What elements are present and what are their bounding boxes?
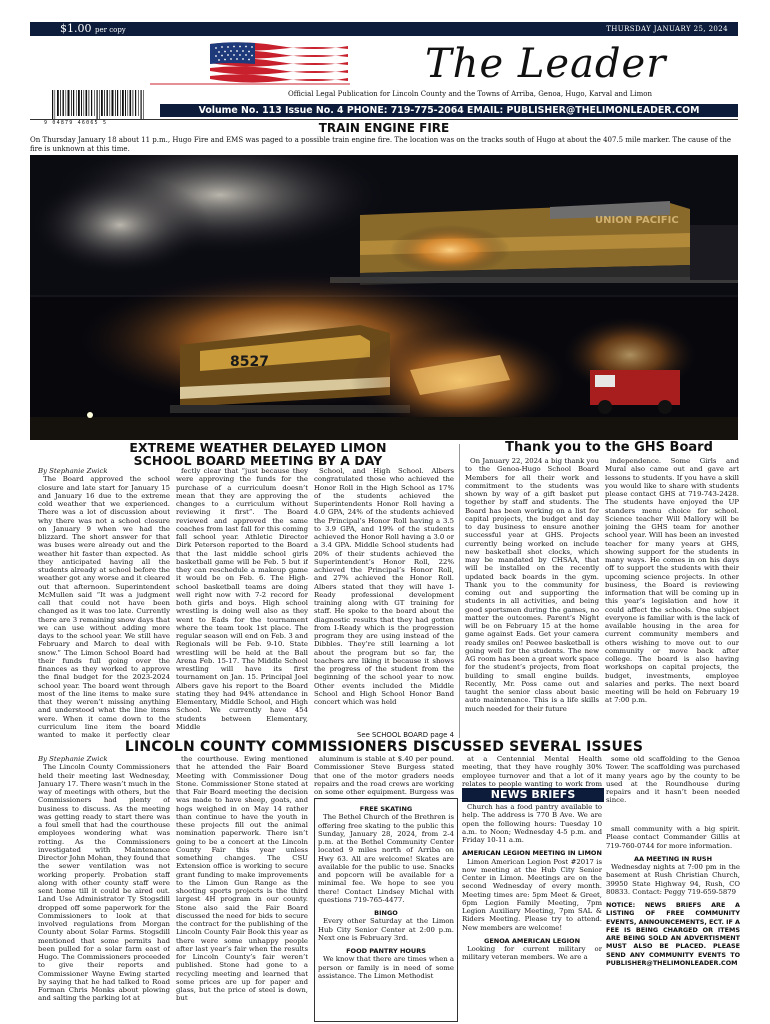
barcode-icon	[50, 90, 148, 120]
news-briefs-title: NEWS BRIEFS	[462, 788, 604, 802]
weather-headline	[38, 441, 478, 467]
commissioners-column-4	[462, 755, 602, 788]
newspaper-title: The Leader	[425, 41, 667, 87]
engine-label-upper: UNION PACIFIC	[595, 215, 679, 226]
genoa-legion-continued-text: small community with a big spirit. Please contact Commander Gillis at 719-760-0744 for more information.	[606, 825, 740, 850]
see-school-board-link[interactable]: See SCHOOL BOARD page 4	[357, 731, 454, 739]
commissioners-column-5	[606, 755, 740, 815]
weather-column-3	[314, 467, 454, 732]
commissioners-column-5-text: some old scaffolding to the Genoa Tower. The scaffolding was purchased many years ago by the county to be used at the Roundhouse during repairs and it hasn’t been needed since.	[606, 755, 740, 805]
ghs-column-2-text: independence. Some Girls and Mural also came out and gave art lessons to students. If you have a skill you would like to share with students please contact GHS at 719-743-2428. The students have enjoyed the UP standers menu choice for school. Science teacher Will Mallory will be joining the GHS team for another school year. Will has been an invested teacher for many years at GHS, showing support for the students in many ways. He comes in on his days off to support the students with their upcoming science projects. In other business, the Board is reviewing information that will be coming up in this year’s legislation and how it could affect the schools. One subject everyone is familiar with is the lack of available housing in the area for current community members and others wishing to move out to our community or move back after college. The board is also having workshops on capital projects, the budget, investments, employee salaries and perks. The next board meeting will be held on February 19 at 7:00 p.m.	[605, 457, 739, 705]
commissioners-column-3	[314, 755, 454, 797]
issue-date: THURSDAY JANUARY 25, 2024	[606, 25, 728, 33]
weather-column-3-text: School, and High School. Albers congratulated those who achieved the Honor Roll in the High School as 17% of the students achieved the Superintendents Honor Roll having a 4.0 GPA, 24% of the students achieved the Principal’s Honor Roll having a 3.5 to 3.9 GPA, and 19% of the students achieved the Honor Roll having a 3.0 or a 3.4 GPA. Middle School students had 20% of their students achieved the Superintendent’s Honor Roll, 22% achieved the Principal’s Honor Roll, and 27% achieved the Honor Roll. Albers stated that they will have I-Ready professional development training along with GT training for staff. He spoke to the board about the diagnostic results that they had gotten from I-Ready which is the progression program they are using instead of the Dibbles. They’re still learning a lot about the program but so far, the teachers are liking it because it shows the progress of the student from the beginning of the school year to now. Other events included the Middle School and High School Honor Band concert which was held	[314, 467, 454, 706]
train-fire-headline: TRAIN ENGINE FIRE	[318, 121, 450, 135]
masthead-subtitle: Official Legal Publication for Lincoln County and the Towns of Arriba, Genoa, Hugo, Karval and Limon	[287, 90, 653, 98]
engine-number-text: 8527	[230, 354, 269, 370]
american-flag-logo	[150, 40, 350, 86]
news-briefs-column-1	[462, 803, 602, 1021]
weather-headline-line-2: SCHOOL BOARD MEETING BY A DAY	[133, 453, 383, 468]
food-pantry-text: We know that there are times when a person or family is in need of some assistance. The Limon Methodist	[318, 955, 454, 980]
masthead-rule	[30, 119, 738, 120]
news-briefs-notice: NOTICE: NEWS BRIEFS ARE A LISTING OF FREE COMMUNITY EVENTS, ANNOUNCEMENTS, ECT. IF A FEE IS BEING CHARGED OR ITEMS ARE BEING SOLD AN ADVERTISMENT MUST ALSO BE PLACED. PLEASE SEND ANY COMMUNITY EVENTS TO PUBLISHER@THELIMONLEADER.COM	[606, 901, 740, 967]
food-pantry-title: FOOD PANTRY HOURS	[346, 947, 426, 955]
weather-headline-line-1: EXTREME WEATHER DELAYED LIMON	[129, 440, 387, 455]
aa-meeting-title: AA MEETING IN RUSH	[633, 854, 713, 863]
weather-column-1	[38, 467, 170, 740]
commissioners-column-2	[176, 755, 308, 1020]
events-column	[318, 800, 454, 1020]
price: $1.00 per copy	[60, 22, 126, 35]
train-fire-photo	[30, 155, 738, 440]
genoa-legion-text: Looking for current military or military veteran members. We are a	[462, 945, 602, 962]
free-skating-text: The Bethel Church of the Brethren is offering free skating to the public this Sunday, January 28, 2024, from 2-4 p.m. at the Bethel Community Center located 9 miles north of Arriba on Hwy 63. All are welcome! Skates are available for the public to use. Snacks and popcorn will be available for a minimal fee. We hope to see you there! Contact Lindsey Michal with questions 719-765-4477.	[318, 813, 454, 904]
ghs-column-2	[605, 457, 739, 739]
commissioners-column-3-text: aluminum is stable at $.40 per pound. Commissioner Steve Burgess stated that one of the motor graders needs repairs and the road crews are working on some other equipment. Burgess was	[314, 755, 454, 796]
train-fire-illustration	[30, 155, 738, 440]
bingo-title: BINGO	[374, 909, 398, 917]
commissioners-column-1-text: The Lincoln County Commissioners held their meeting last Wednesday, January 17. There wasn’t much in the way of meetings with others, but the Commissioners had plenty of business to discuss. As the meeting was getting ready to start there was a foul smell that had the courthouse employees wondering what was rotting. As the Commissioners investigated with Maintenance Director John Mohan, they found that the sewer ventilation was not working properly. Probation staff along with other county staff were sent home till it could be aired out. Land Use Administrator Ty Stogsdill dropped off some paperwork for the Commissioners to look at that involved regulations from Morgan County about Solar Farms. Stogsdill mentioned that some permits had been pulled for a solar farm east of Hugo. The Commissioners proceeded to give their reports and Commissioner Wayne Ewing started by saying that he had talked to Road Forman Chris Monks about plowing and salting the parking lot at	[38, 763, 170, 1003]
free-skating-title: FREE SKATING	[359, 805, 413, 813]
genoa-legion-title: GENOA AMERICAN LEGION	[483, 936, 581, 945]
commissioners-column-2-text: the courthouse. Ewing mentioned that he attended the Fair Board Meeting with Commissioner Doug Stone. Commissioner Stone stated at that Fair Board meeting the decision was made to have sheep, goats, and hogs weighed in on May 14 rather than continue to have the youth in these projects fill out the animal nomination paperwork. There isn’t going to be a concert at the Lincoln County Fair this year unless something changes. The CSU Extension office is working to secure grant funding to make improvements to the Limon Gun Range as the shooting sports projects is the third largest 4H program in our county. Stone also said the Fair Board discussed the need for bids to secure the contract for the publishing of the Lincoln County Fair Book this year as there were some unhappy people after last year’s fair when the results for Lincoln County’s fair weren’t published. Stone had gone to a recycling meeting and learned that some prices are up for paper and glass, but the price of steel is down, but	[176, 755, 308, 1003]
ghs-column-1-text: On January 22, 2024 a big thank you to the Genoa-Hugo School Board Members for all their work and commitment to the students was shown by way of a gift basket put together by staff and students. The Board has been working on a list for capital projects, the budget and day to day business to ensure another successful year at GHS. Projects currently being worked on include new basketball shot clocks, which may be mandated by CHSAA, that will be installed on the recently updated back boards in the gym. Thank you to the community for coming out and supporting the students in all activities, and being good sportsmen during the games, no matter the outcomes. Parent’s Night will be on February 15 at the home game against Eads. Get your camera ready smiles on! Peewee basketball is going well for the students. The new AG room has been a great work space for the student’s projects, from float building to small engine builds. Recently, Mr. Poss came out and taught the senior class about basic auto maintenance. This is a life skills much needed for their future	[465, 457, 599, 713]
commissioners-column-4-text: at a Centennial Mental Health meeting, that they have roughly 30% employee turnover and that a lot of it relates to people wanting to work from	[462, 755, 602, 788]
food-pantry-continued-text: Church has a food pantry available to help. The address is 770 B Ave. We are open the following hours: Tuesday 10 a.m. to Noon; Wednesday 4-5 p.m. and Friday 10-11 a.m.	[462, 803, 602, 844]
train-fire-lead: On Thursday January 18 about 11 p.m., Hugo Fire and EMS was paged to a possible train engine fire. The location was on the tracks south of Hugo at about the 407.5 mile marker. The cause of the fire is unknown at this time.	[30, 136, 732, 153]
ghs-column-1	[465, 457, 599, 739]
column-divider	[459, 444, 460, 738]
weather-column-2-text: fectly clear that “just because they were approving the funds for the purchase of a curriculum doesn’t mean that they are approving the changes to a curriculum without reviewing it first”. The Board reviewed and approved the same coaches from last fall for this coming fall school year. Athletic Director Dirk Peterson reported to the Board that the last middle school girls basketball game will be Feb. 5 but if they can reschedule a makeup game it would be on Feb. 6. The High-school basketball teams are doing well right now with 7-2 record for both girls and boys. High school wrestling is doing well also as they went to Eads for the tournament where the team took 1st place. The regular season will end on Feb. 3 and Regionals will be Feb. 9-10. State wrestling will be held at the Ball Arena Feb. 15-17. The Middle School wrestling will have its first tournament on Jan. 15. Principal Joel Albers gave his report to the Board stating they had 94% attendance in Elementary, Middle School, and High School. We currently have 454 students between Elementary, Middle	[176, 467, 308, 731]
weather-byline: By Stephanie Zwick	[38, 467, 108, 475]
commissioners-byline: By Stephanie Zwick	[38, 755, 108, 763]
news-briefs-column-2	[606, 825, 740, 1021]
bingo-text: Every other Saturday at the Limon Hub City Senior Center at 2:00 p.m. Next one is February 3rd.	[318, 917, 454, 942]
barcode-number: 9 04879 46065 5	[44, 120, 108, 126]
volume-contact-line: Volume No. 113 Issue No. 4 PHONE: 719-775-2064 EMAIL: PUBLISHER@THELIMONLEADER.COM	[198, 105, 700, 116]
top-bar	[30, 22, 738, 36]
info-bar	[160, 104, 738, 117]
american-legion-title: AMERICAN LEGION MEETING IN LIMON	[462, 849, 602, 858]
weather-column-1-text: The Board approved the school closure and late start for January 15 and January 16 due to the extreme cold weather that we experienced. There was a lot of discussion about why there was not a school closure on January 9 when we had the blizzard. The short answer for that was buses were already out and the weather hit faster than expected. As they anticipated having all the students already at school before the weather got any worse and it cleared out that afternoon. Superintendent McMullen said “It was a judgment call that could not have been changed as it was too late. Currently there are 3 remaining snow days that we can use without adding more days to the school year. We still have February and March to deal with snow.” The Limon School Board had their funds full going over the finances as they worked to approve the final budget for the 2023-2024 school year. The board went through most of the line items to make sure that they weren’t missing anything and understood what the line items were. When it came down to the curriculum line item the board wanted to make it perfectly clear	[38, 475, 170, 739]
commissioners-column-1	[38, 755, 170, 1020]
american-legion-text: Limon American Legion Post #2017 is now meeting at the Hub City Senior Center in Limon. Meetings are on the second Wednesday of every month. Meeting times are: 5pm Meet & Greet, 6pm Legion Family Meeting, 7pm Legion Auxiliary Meeting, 7pm SAL & Riders Meeting. Please try to attend. New members are welcome!	[462, 857, 602, 932]
weather-column-2	[176, 467, 308, 740]
aa-meeting-text: Wednesday nights at 7:00 pm in the basement at Rush Christian Church, 39950 State Highway 94, Rush, CO 80833. Contact: Peggy 719-659-5879	[606, 863, 740, 896]
commissioners-headline: LINCOLN COUNTY COMMISSIONERS DISCUSSED SEVERAL ISSUES	[124, 739, 644, 755]
ghs-thanks-headline: Thank you to the GHS Board	[505, 440, 713, 455]
